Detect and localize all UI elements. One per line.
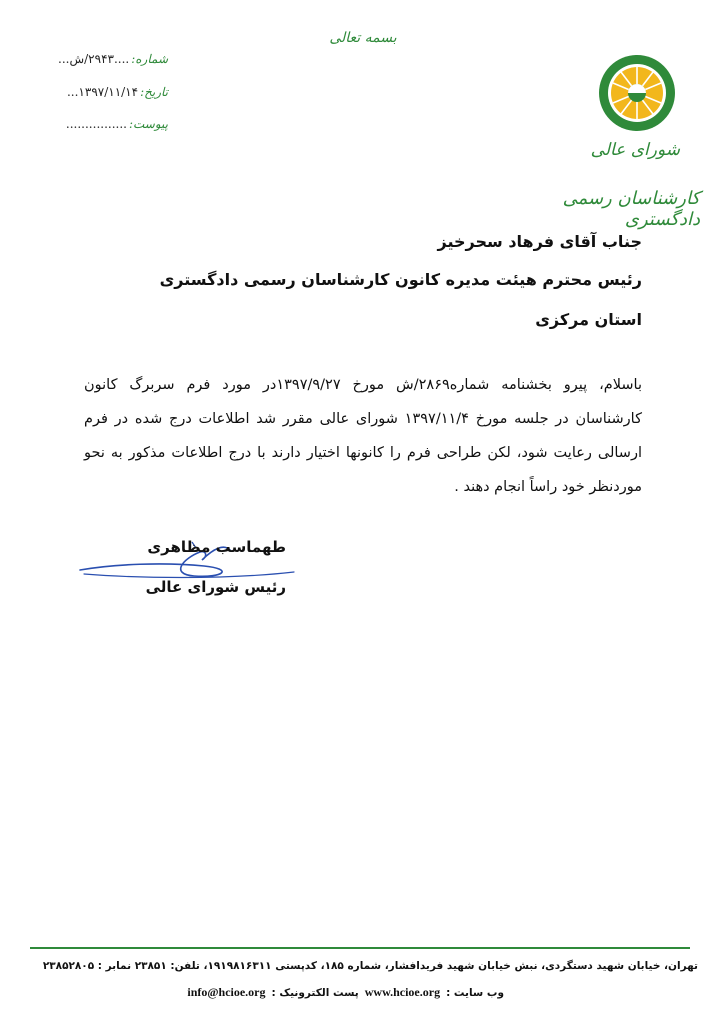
email-label: پست الکترونیک : (271, 987, 359, 999)
letter-number (28, 52, 168, 66)
addressee-name: جناب آقای فرهاد سحرخیز (437, 232, 642, 251)
basmala: بسمه تعالی (329, 30, 397, 46)
org-name-line2: کارشناسان رسمی دادگستری (562, 188, 700, 230)
letter-body: باسلام، پیرو بخشنامه شماره۲۸۶۹/ش مورخ ۱۳۹۷/۹/۲۷در مورد فرم سربرگ کانون کارشناسان در جلسه مورخ ۱۳۹۷/۱۱/۴ شورای عالی مقرر شد اطلاعات درج شده در فرم ارسالی رعایت شود، لکن طراحی فرم را کانونها اختیار دارند با درج اطلاعات مذکور به نحو موردنظر خود راساً انجام دهند . (84, 377, 642, 495)
footer-contacts (30, 985, 510, 1000)
signatory-title: رئیس شورای عالی (145, 578, 286, 596)
website-link[interactable]: www.hcioe.org (364, 985, 441, 999)
letter-date-value: ۱۳۹۷/۱۱/۱۴... (66, 85, 139, 99)
footer-divider (30, 947, 690, 949)
footer-address: تهران، خیابان شهید دستگردی، نبش خیابان شهید فریدافشار، شماره ۱۸۵، کدپستی ۱۹۱۹۸۱۶۳۱۱، تلفن: ۲۳۸۵۱ نمابر : ۲۳۸۵۲۸۰۵ (42, 960, 698, 972)
council-logo-icon (598, 54, 676, 132)
letter-date (28, 85, 168, 99)
letter-date-label: تاریخ: (140, 85, 168, 99)
website-label: وب سایت : (446, 987, 504, 999)
org-name-line1: شورای عالی (590, 140, 680, 160)
letter-attachment-value: ................ (65, 117, 127, 131)
letter-attachment (28, 117, 168, 131)
letter-attachment-label: پیوست: (128, 117, 168, 131)
email-link[interactable]: info@hcioe.org (187, 985, 266, 999)
letter-number-label: شماره: (131, 52, 168, 66)
signatory-name: طهماسب مظاهری (147, 538, 286, 556)
addressee-title: رئیس محترم هیئت مدیره کانون کارشناسان رسمی دادگستری (159, 270, 642, 289)
addressee-province: استان مرکزی (535, 310, 642, 329)
letter-number-value: ....۲۹۴۳/ش... (58, 52, 130, 66)
